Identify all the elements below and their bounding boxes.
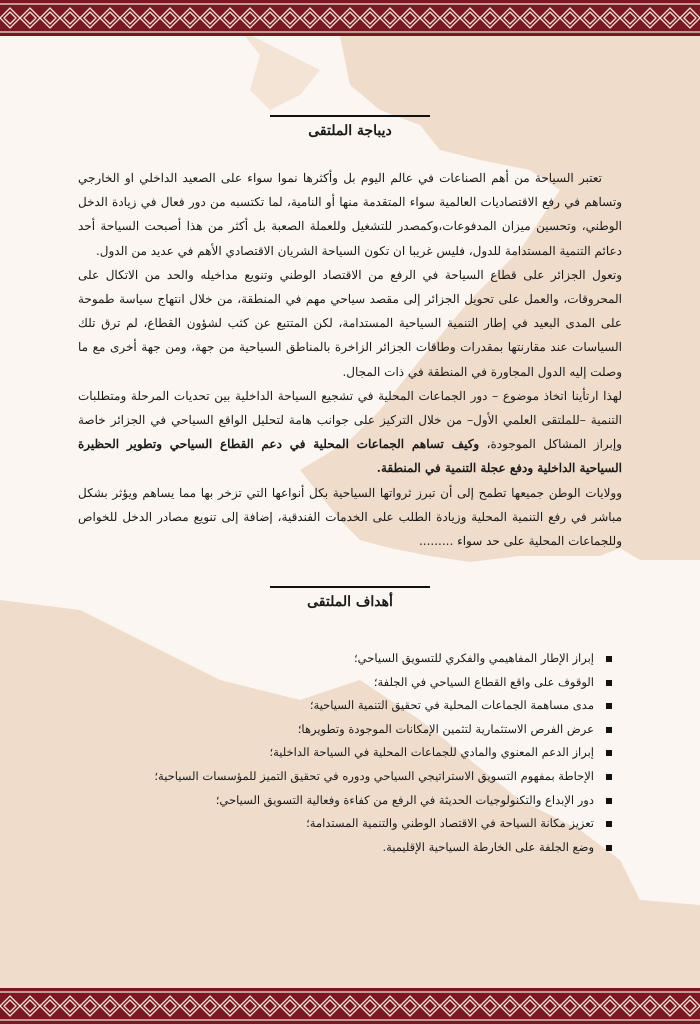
list-item — [78, 741, 616, 765]
goal-text: عرض الفرص الاستثمارية لتثمين الإمكانات الموجودة وتطويرها؛ — [297, 721, 594, 736]
bullet-square-icon — [606, 798, 612, 804]
top-decorative-border — [0, 0, 700, 36]
heading-rule — [270, 115, 430, 117]
bottom-decorative-border — [0, 988, 700, 1024]
preamble-paragraph-3 — [78, 384, 622, 481]
goals-title: أهداف الملتقى — [307, 594, 393, 610]
goal-text: إبراز الإطار المفاهيمي والفكري للتسويق السياحي؛ — [354, 651, 594, 665]
list-item — [78, 718, 616, 742]
goals-heading — [78, 586, 622, 610]
bullet-square-icon — [606, 821, 612, 827]
preamble-paragraph-2: وتعول الجزائر على قطاع السياحة في الرفع من الاقتصاد الوطني وتنويع مداخيله والحد من الاتكال على المحروقات، والعمل على تحويل الجزائر إلى مقصد سياحي مهم في المنطقة، من خلال انتهاج سياسة طموحة على المدى البعيد في إطار التنمية السياحية المستدامة، لكن المتتبع عن كثب لشؤون القطاع، لم ترق تلك السياسات عند مقارنتها بمقدرات وطاقات الجزائر الزاخرة بالمناطق السياحية من جهة، ومن جهة أخرى مع ما وصلت إليه الدول المجاورة في المنطقة في ذات المجال. — [78, 267, 622, 379]
bullet-square-icon — [606, 703, 612, 709]
preamble-title: ديباجة الملتقى — [308, 123, 392, 139]
bullet-square-icon — [606, 750, 612, 756]
bullet-square-icon — [606, 845, 612, 851]
bullet-square-icon — [606, 774, 612, 780]
list-item — [78, 812, 616, 836]
bullet-square-icon — [606, 727, 612, 733]
list-item — [78, 765, 616, 789]
preamble-paragraph-1: تعتبر السياحة من أهم الصناعات في عالم اليوم بل وأكثرها نموا سواء على الصعيد الداخلي او الخارجي وتساهم في رفع الاقتصاديات العالمية سواء المتقدمة منها أو النامية، لما تكتسبه من دور فعال في زيادة الدخل الوطني، وتحسين ميزان المدفوعات،وكمصدر للتشغيل وللعملة الصعبة بل أكثر من هذا أصبحت السياحة أحد دعائم التنمية المستدامة للدول، فليس غريبا ان تكون السياحة الشريان الاقتصادي الأهم في عديد من الدول. — [78, 171, 623, 258]
list-item — [78, 789, 616, 813]
goal-text: دور الإبداع والتكنولوجيات الحديثة في الرفع من كفاءة وفعالية التسويق السياحي؛ — [215, 792, 594, 807]
list-item — [78, 694, 616, 718]
goal-text: مدى مساهمة الجماعات المحلية في تحقيق التنمية السياحية؛ — [309, 698, 594, 713]
goals-list — [78, 647, 622, 859]
bullet-square-icon — [606, 656, 612, 662]
preamble-paragraph-3-text: لهذا ارتأينا اتخاذ موضوع – دور الجماعات المحلية في تشجيع السياحة الداخلية بين تحديات المرحلة ومتطلبات التنمية –للملتقى العلمي الأول– من خلال التركيز على جوانب هامة لتحليل الواقع السياحي في الجزائر خاصة وإبراز المشاكل الموجودة، — [78, 388, 623, 452]
list-item — [78, 647, 616, 671]
goal-text: إبراز الدعم المعنوي والمادي للجماعات المحلية في السياحة الداخلية؛ — [269, 745, 594, 760]
preamble-paragraph-3-bold: وكيف تساهم الجماعات المحلية في دعم القطاع السياحي وتطوير الحظيرة السياحية الداخلية ودفع عجلة التنمية في المنطقة. — [78, 437, 622, 476]
bullet-square-icon — [606, 680, 612, 686]
preamble-paragraph-4: وولايات الوطن جميعها تطمح إلى أن تبرز ثرواتها السياحية بكل أنواعها التي تزخر بها مما يساهم ويؤثر بشكل مباشر في رفع التنمية المحلية وزيادة الطلب على الخدمات الفندقية، إضافة إلى تنويع مصادر الدخل للخواص وللجماعات المحلية على حد سواء ......... — [78, 485, 623, 549]
goal-text: وضع الجلفة على الخارطة السياحية الإقليمية. — [382, 839, 594, 854]
preamble-heading — [78, 115, 622, 139]
list-item — [78, 671, 616, 695]
heading-rule — [270, 586, 430, 588]
list-item — [78, 836, 616, 860]
goal-text: الإحاطة بمفهوم التسويق الاستراتيجي السياحي ودوره في تحقيق التميز للمؤسسات السياحية؛ — [154, 768, 594, 783]
preamble-text — [78, 166, 622, 553]
goal-text: الوقوف على واقع القطاع السياحي في الجلفة؛ — [373, 674, 594, 689]
goal-text: تعزيز مكانة السياحة في الاقتصاد الوطني والتنمية المستدامة؛ — [306, 816, 594, 831]
